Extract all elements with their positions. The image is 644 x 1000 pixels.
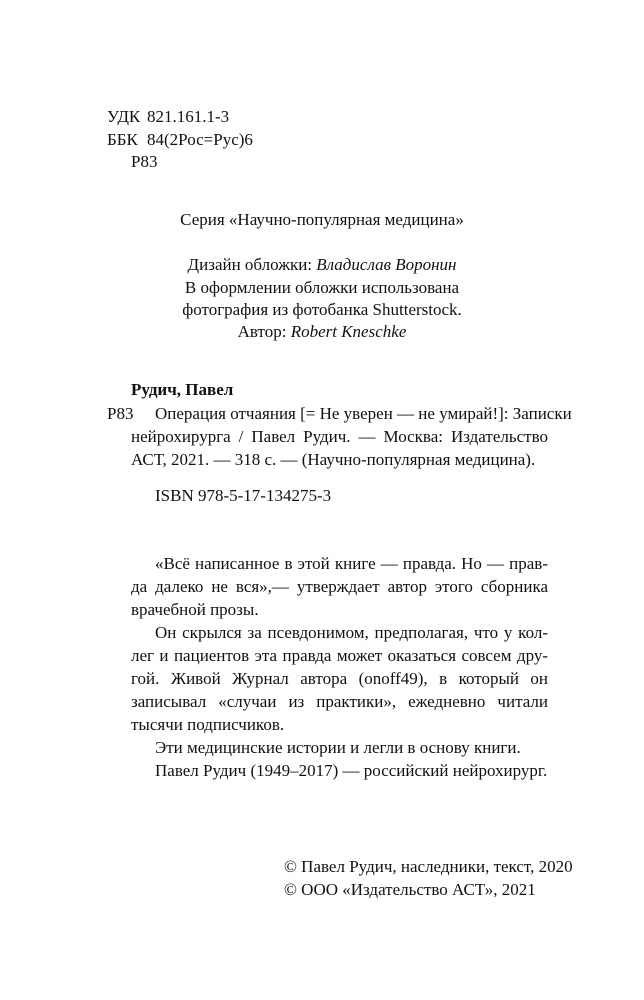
photo-author-name: Robert Kneschke [290,322,407,341]
annotation-line: Павел Рудич (1949–2017) — российский нейрохирург. [155,761,548,780]
series-line: Серия «Научно-популярная медицина» [180,210,464,229]
annotation-line: врачебной прозы. [131,600,259,619]
design-credit [0,255,644,275]
record-heading: Рудич, Павел [131,380,234,399]
annotation-line: Он скрылся за псевдонимом, предполагая, что у кол- [155,623,548,642]
photo-credit-line2: фотография из фотобанка Shutterstock. [182,300,462,319]
photo-credit-line1: В оформлении обложки использована [184,278,460,297]
photo-author-label: Автор: [237,322,287,341]
annotation-line: да далеко не вся»,— утверждает автор этого сборника [131,577,548,596]
design-name: Владислав Воронин [316,255,457,274]
bbk-line [107,130,253,150]
record-line: АСТ, 2021. — 318 с. — (Научно-популярная медицина). [131,450,536,469]
annotation-line: лег и пациентов эта правда может оказаться совсем дру- [131,646,548,665]
annotation-line: записывал «случаи из практики», ежедневно читали [131,692,548,711]
photo-author [0,322,644,342]
annotation-line: тысячи подписчиков. [131,715,285,734]
bbk-label: ББК [107,130,138,149]
copyright-publisher: © ООО «Издательство АСТ», 2021 [284,880,536,899]
design-label: Дизайн обложки: [187,255,313,274]
udk-line [107,107,229,127]
annotation-line: «Всё написанное в этой книге — правда. Но — прав- [155,554,548,573]
isbn: ISBN 978-5-17-134275-3 [155,486,332,505]
udk-value: 821.161.1-3 [147,107,230,126]
author-mark: Р83 [131,152,158,171]
annotation-line: Эти медицинские истории и легли в основу книги. [155,738,521,757]
record-line: нейрохирурга / Павел Рудич. — Москва: Издательство [131,427,548,446]
udk-label: УДК [107,107,141,126]
bbk-value: 84(2Рос=Рус)6 [147,130,253,149]
copyright-author: © Павел Рудич, наследники, текст, 2020 [284,857,573,876]
record-mark: Р83 [107,404,134,423]
record-line: Операция отчаяния [= Не уверен — не умирай!]: Записки [155,404,572,423]
annotation-line: гой. Живой Журнал автора (onoff49), в который он [131,669,548,688]
